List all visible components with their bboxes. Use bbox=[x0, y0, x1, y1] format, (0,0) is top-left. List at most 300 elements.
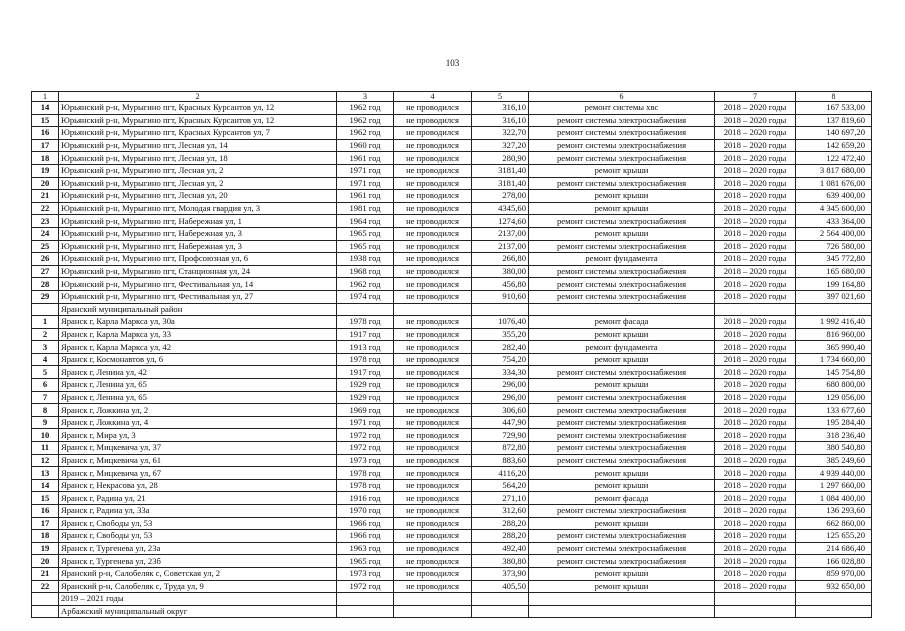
address-cell: Яранск г, Свободы ул, 53 bbox=[59, 517, 337, 530]
work-type-cell: ремонт крыши bbox=[529, 567, 715, 580]
row-number: 19 bbox=[32, 542, 59, 555]
row-number: 20 bbox=[32, 555, 59, 568]
address-cell: Яранск г, Мицкевича ул, 37 bbox=[59, 442, 337, 455]
last-repair-cell: не проводился bbox=[394, 442, 472, 455]
address-cell: Юрьянский р-н, Мурыгино пгт, Лесная ул, 2 bbox=[59, 177, 337, 190]
cost-cell: 2 564 400,00 bbox=[796, 227, 872, 240]
work-type-cell: ремонт системы электроснабжения bbox=[529, 265, 715, 278]
build-year-cell: 1972 год bbox=[337, 429, 394, 442]
address-cell: Юрьянский р-н, Мурыгино пгт, Красных Курсантов ул, 12 bbox=[59, 114, 337, 127]
area-cell: 355,20 bbox=[472, 328, 529, 341]
area-cell: 306,60 bbox=[472, 404, 529, 417]
period-cell: 2018 – 2020 годы bbox=[715, 391, 796, 404]
last-repair-cell: не проводился bbox=[394, 102, 472, 115]
table-row bbox=[32, 366, 872, 379]
address-cell: Яранск г, Карла Маркса ул, 30а bbox=[59, 316, 337, 329]
work-type-cell: ремонт крыши bbox=[529, 353, 715, 366]
period-cell: 2018 – 2020 годы bbox=[715, 316, 796, 329]
build-year-cell: 1966 год bbox=[337, 530, 394, 543]
table-row bbox=[32, 127, 872, 140]
work-type-cell: ремонт крыши bbox=[529, 190, 715, 203]
address-cell: Юрьянский р-н, Мурыгино пгт, Молодая гвардия ул, 3 bbox=[59, 202, 337, 215]
table-row bbox=[32, 328, 872, 341]
row-number: 27 bbox=[32, 265, 59, 278]
area-cell: 3181,40 bbox=[472, 164, 529, 177]
period-cell: 2018 – 2020 годы bbox=[715, 454, 796, 467]
period-cell: 2018 – 2020 годы bbox=[715, 139, 796, 152]
area-cell: 316,10 bbox=[472, 102, 529, 115]
period-cell: 2018 – 2020 годы bbox=[715, 202, 796, 215]
address-cell: Яранск г, Радина ул, 33а bbox=[59, 505, 337, 518]
work-type-cell: ремонт системы электроснабжения bbox=[529, 505, 715, 518]
capital-repair-table bbox=[31, 91, 872, 618]
row-number: 24 bbox=[32, 227, 59, 240]
table-row bbox=[32, 278, 872, 291]
address-cell: Яранск г, Свободы ул, 53 bbox=[59, 530, 337, 543]
period-cell: 2018 – 2020 годы bbox=[715, 127, 796, 140]
last-repair-cell: не проводился bbox=[394, 152, 472, 165]
build-year-cell: 1965 год bbox=[337, 227, 394, 240]
column-number: 7 bbox=[715, 92, 796, 102]
last-repair-cell: не проводился bbox=[394, 139, 472, 152]
address-cell: Яранск г, Карла Маркса ул, 33 bbox=[59, 328, 337, 341]
work-type-cell: ремонт крыши bbox=[529, 580, 715, 593]
table-row bbox=[32, 429, 872, 442]
work-type-cell: ремонт системы электроснабжения bbox=[529, 290, 715, 303]
last-repair-cell: не проводился bbox=[394, 328, 472, 341]
row-number: 22 bbox=[32, 580, 59, 593]
period-cell: 2018 – 2020 годы bbox=[715, 290, 796, 303]
area-cell: 288,20 bbox=[472, 530, 529, 543]
area-cell: 883,60 bbox=[472, 454, 529, 467]
period-cell: 2018 – 2020 годы bbox=[715, 253, 796, 266]
empty-cell bbox=[529, 593, 715, 606]
address-cell: Яранский р-н, Салобеляк с, Советская ул, 2 bbox=[59, 567, 337, 580]
row-number: 4 bbox=[32, 353, 59, 366]
build-year-cell: 1968 год bbox=[337, 265, 394, 278]
column-number: 8 bbox=[796, 92, 872, 102]
row-number: 22 bbox=[32, 202, 59, 215]
last-repair-cell: не проводился bbox=[394, 240, 472, 253]
cost-cell: 318 236,40 bbox=[796, 429, 872, 442]
work-type-cell: ремонт системы электроснабжения bbox=[529, 404, 715, 417]
last-repair-cell: не проводился bbox=[394, 567, 472, 580]
build-year-cell: 1970 год bbox=[337, 505, 394, 518]
build-year-cell: 1938 год bbox=[337, 253, 394, 266]
section-row bbox=[32, 593, 872, 606]
empty-cell bbox=[529, 605, 715, 618]
table-row bbox=[32, 530, 872, 543]
work-type-cell: ремонт системы электроснабжения bbox=[529, 454, 715, 467]
build-year-cell: 1962 год bbox=[337, 114, 394, 127]
build-year-cell: 1965 год bbox=[337, 555, 394, 568]
cost-cell: 385 249,60 bbox=[796, 454, 872, 467]
row-number: 20 bbox=[32, 177, 59, 190]
build-year-cell: 1973 год bbox=[337, 454, 394, 467]
area-cell: 312,60 bbox=[472, 505, 529, 518]
row-number: 28 bbox=[32, 278, 59, 291]
empty-cell bbox=[394, 593, 472, 606]
table-row bbox=[32, 479, 872, 492]
period-cell: 2018 – 2020 годы bbox=[715, 152, 796, 165]
area-cell: 282,40 bbox=[472, 341, 529, 354]
address-cell: Юрьянский р-н, Мурыгино пгт, Красных Курсантов ул, 12 bbox=[59, 102, 337, 115]
row-number: 10 bbox=[32, 429, 59, 442]
build-year-cell: 1965 год bbox=[337, 240, 394, 253]
address-cell: Юрьянский р-н, Мурыгино пгт, Набережная ул, 1 bbox=[59, 215, 337, 228]
period-cell: 2018 – 2020 годы bbox=[715, 177, 796, 190]
table-row bbox=[32, 290, 872, 303]
address-cell: Юрьянский р-н, Мурыгино пгт, Фестивальная ул, 27 bbox=[59, 290, 337, 303]
period-cell: 2018 – 2020 годы bbox=[715, 404, 796, 417]
row-number: 14 bbox=[32, 102, 59, 115]
build-year-cell: 1972 год bbox=[337, 442, 394, 455]
area-cell: 373,90 bbox=[472, 567, 529, 580]
work-type-cell: ремонт системы электроснабжения bbox=[529, 215, 715, 228]
cost-cell: 125 655,20 bbox=[796, 530, 872, 543]
cost-cell: 4 345 600,00 bbox=[796, 202, 872, 215]
last-repair-cell: не проводился bbox=[394, 530, 472, 543]
period-cell: 2018 – 2020 годы bbox=[715, 341, 796, 354]
cost-cell: 137 819,60 bbox=[796, 114, 872, 127]
cost-cell: 365 990,40 bbox=[796, 341, 872, 354]
period-cell: 2018 – 2020 годы bbox=[715, 416, 796, 429]
period-cell: 2018 – 2020 годы bbox=[715, 265, 796, 278]
work-type-cell: ремонт системы электроснабжения bbox=[529, 240, 715, 253]
cost-cell: 639 400,00 bbox=[796, 190, 872, 203]
area-cell: 280,90 bbox=[472, 152, 529, 165]
address-cell: Яранск г, Мицкевича ул, 61 bbox=[59, 454, 337, 467]
work-type-cell: ремонт фасада bbox=[529, 492, 715, 505]
address-cell: Яранск г, Некрасова ул, 28 bbox=[59, 479, 337, 492]
address-cell: Юрьянский р-н, Мурыгино пгт, Набережная ул, 3 bbox=[59, 227, 337, 240]
empty-cell bbox=[337, 605, 394, 618]
cost-cell: 1 992 416,40 bbox=[796, 316, 872, 329]
row-number: 13 bbox=[32, 467, 59, 480]
table-row bbox=[32, 190, 872, 203]
table-row bbox=[32, 467, 872, 480]
column-number: 3 bbox=[337, 92, 394, 102]
build-year-cell: 1929 год bbox=[337, 379, 394, 392]
cost-cell: 195 284,40 bbox=[796, 416, 872, 429]
row-number: 6 bbox=[32, 379, 59, 392]
cost-cell: 122 472,40 bbox=[796, 152, 872, 165]
cost-cell: 4 939 440,00 bbox=[796, 467, 872, 480]
row-number: 1 bbox=[32, 316, 59, 329]
area-cell: 271,10 bbox=[472, 492, 529, 505]
last-repair-cell: не проводился bbox=[394, 127, 472, 140]
build-year-cell: 1963 год bbox=[337, 542, 394, 555]
address-cell: Юрьянский р-н, Мурыгино пгт, Лесная ул, 20 bbox=[59, 190, 337, 203]
empty-cell bbox=[337, 593, 394, 606]
work-type-cell: ремонт крыши bbox=[529, 202, 715, 215]
period-cell: 2018 – 2020 годы bbox=[715, 442, 796, 455]
last-repair-cell: не проводился bbox=[394, 517, 472, 530]
column-number: 5 bbox=[472, 92, 529, 102]
area-cell: 4116,20 bbox=[472, 467, 529, 480]
row-number: 14 bbox=[32, 479, 59, 492]
work-type-cell: ремонт системы электроснабжения bbox=[529, 127, 715, 140]
column-number: 1 bbox=[32, 92, 59, 102]
page-number: 103 bbox=[445, 58, 460, 68]
work-type-cell: ремонт системы электроснабжения bbox=[529, 542, 715, 555]
build-year-cell: 1961 год bbox=[337, 152, 394, 165]
period-cell: 2018 – 2020 годы bbox=[715, 530, 796, 543]
build-year-cell: 1960 год bbox=[337, 139, 394, 152]
section-row bbox=[32, 303, 872, 316]
area-cell: 380,00 bbox=[472, 265, 529, 278]
table-row bbox=[32, 404, 872, 417]
address-cell: Юрьянский р-н, Мурыгино пгт, Красных Курсантов ул, 7 bbox=[59, 127, 337, 140]
area-cell: 2137,00 bbox=[472, 240, 529, 253]
address-cell: Яранский р-н, Салобеляк с, Труда ул, 9 bbox=[59, 580, 337, 593]
table-row bbox=[32, 139, 872, 152]
cost-cell: 397 021,60 bbox=[796, 290, 872, 303]
last-repair-cell: не проводился bbox=[394, 316, 472, 329]
cost-cell: 3 817 680,00 bbox=[796, 164, 872, 177]
last-repair-cell: не проводился bbox=[394, 227, 472, 240]
build-year-cell: 1962 год bbox=[337, 127, 394, 140]
area-cell: 1274,60 bbox=[472, 215, 529, 228]
table-row bbox=[32, 517, 872, 530]
cost-cell: 129 056,00 bbox=[796, 391, 872, 404]
area-cell: 334,30 bbox=[472, 366, 529, 379]
area-cell: 1076,40 bbox=[472, 316, 529, 329]
address-cell: Яранск г, Радина ул, 21 bbox=[59, 492, 337, 505]
address-cell: Яранск г, Тургенева ул, 23а bbox=[59, 542, 337, 555]
row-number: 19 bbox=[32, 164, 59, 177]
table-row bbox=[32, 253, 872, 266]
row-number: 16 bbox=[32, 505, 59, 518]
build-year-cell: 1978 год bbox=[337, 467, 394, 480]
cost-cell: 1 734 660,00 bbox=[796, 353, 872, 366]
period-cell: 2018 – 2020 годы bbox=[715, 227, 796, 240]
table-row bbox=[32, 316, 872, 329]
area-cell: 266,80 bbox=[472, 253, 529, 266]
cost-cell: 680 800,00 bbox=[796, 379, 872, 392]
area-cell: 2137,00 bbox=[472, 227, 529, 240]
cost-cell: 345 772,80 bbox=[796, 253, 872, 266]
section-label: Яранский муниципальный район bbox=[59, 303, 337, 316]
table-row bbox=[32, 215, 872, 228]
work-type-cell: ремонт фундамента bbox=[529, 341, 715, 354]
table-row bbox=[32, 567, 872, 580]
work-type-cell: ремонт крыши bbox=[529, 164, 715, 177]
empty-cell bbox=[472, 593, 529, 606]
build-year-cell: 1971 год bbox=[337, 177, 394, 190]
period-cell: 2018 – 2020 годы bbox=[715, 366, 796, 379]
build-year-cell: 1917 год bbox=[337, 366, 394, 379]
area-cell: 729,90 bbox=[472, 429, 529, 442]
empty-cell bbox=[715, 593, 796, 606]
row-number: 15 bbox=[32, 114, 59, 127]
last-repair-cell: не проводился bbox=[394, 190, 472, 203]
work-type-cell: ремонт крыши bbox=[529, 227, 715, 240]
period-cell: 2018 – 2020 годы bbox=[715, 102, 796, 115]
area-cell: 456,80 bbox=[472, 278, 529, 291]
work-type-cell: ремонт системы электроснабжения bbox=[529, 366, 715, 379]
area-cell: 447,90 bbox=[472, 416, 529, 429]
area-cell: 564,20 bbox=[472, 479, 529, 492]
empty-cell bbox=[796, 605, 872, 618]
build-year-cell: 1978 год bbox=[337, 353, 394, 366]
last-repair-cell: не проводился bbox=[394, 416, 472, 429]
last-repair-cell: не проводился bbox=[394, 454, 472, 467]
table-row bbox=[32, 152, 872, 165]
area-cell: 872,80 bbox=[472, 442, 529, 455]
table-row bbox=[32, 341, 872, 354]
empty-cell bbox=[394, 303, 472, 316]
area-cell: 3181,40 bbox=[472, 177, 529, 190]
row-number: 5 bbox=[32, 366, 59, 379]
build-year-cell: 1929 год bbox=[337, 391, 394, 404]
table-row bbox=[32, 177, 872, 190]
period-cell: 2018 – 2020 годы bbox=[715, 190, 796, 203]
last-repair-cell: не проводился bbox=[394, 341, 472, 354]
work-type-cell: ремонт крыши bbox=[529, 479, 715, 492]
period-cell: 2018 – 2020 годы bbox=[715, 278, 796, 291]
period-cell: 2018 – 2020 годы bbox=[715, 580, 796, 593]
last-repair-cell: не проводился bbox=[394, 505, 472, 518]
cost-cell: 932 650,00 bbox=[796, 580, 872, 593]
cost-cell: 1 084 400,00 bbox=[796, 492, 872, 505]
table-row bbox=[32, 202, 872, 215]
row-number: 21 bbox=[32, 190, 59, 203]
table-row bbox=[32, 265, 872, 278]
table-row bbox=[32, 416, 872, 429]
period-cell: 2018 – 2020 годы bbox=[715, 505, 796, 518]
row-number: 17 bbox=[32, 139, 59, 152]
last-repair-cell: не проводился bbox=[394, 265, 472, 278]
period-cell: 2018 – 2020 годы bbox=[715, 164, 796, 177]
row-number: 18 bbox=[32, 530, 59, 543]
period-cell: 2018 – 2020 годы bbox=[715, 555, 796, 568]
section-label: Арбажский муниципальный округ bbox=[59, 605, 337, 618]
row-number: 9 bbox=[32, 416, 59, 429]
work-type-cell: ремонт фасада bbox=[529, 316, 715, 329]
row-number: 23 bbox=[32, 215, 59, 228]
work-type-cell: ремонт системы хвс bbox=[529, 102, 715, 115]
last-repair-cell: не проводился bbox=[394, 366, 472, 379]
build-year-cell: 1981 год bbox=[337, 202, 394, 215]
table-row bbox=[32, 454, 872, 467]
cost-cell: 167 533,00 bbox=[796, 102, 872, 115]
table-row bbox=[32, 505, 872, 518]
work-type-cell: ремонт системы электроснабжения bbox=[529, 530, 715, 543]
row-number: 17 bbox=[32, 517, 59, 530]
table-row bbox=[32, 379, 872, 392]
cost-cell: 166 028,80 bbox=[796, 555, 872, 568]
table-row bbox=[32, 542, 872, 555]
address-cell: Яранск г, Космонавтов ул, 6 bbox=[59, 353, 337, 366]
address-cell: Яранск г, Тургенева ул, 23б bbox=[59, 555, 337, 568]
work-type-cell: ремонт системы электроснабжения bbox=[529, 442, 715, 455]
work-type-cell: ремонт системы электроснабжения bbox=[529, 278, 715, 291]
build-year-cell: 1916 год bbox=[337, 492, 394, 505]
cost-cell: 140 697,20 bbox=[796, 127, 872, 140]
row-number: 12 bbox=[32, 454, 59, 467]
build-year-cell: 1974 год bbox=[337, 290, 394, 303]
build-year-cell: 1962 год bbox=[337, 278, 394, 291]
last-repair-cell: не проводился bbox=[394, 177, 472, 190]
work-type-cell: ремонт системы электроснабжения bbox=[529, 139, 715, 152]
work-type-cell: ремонт системы электроснабжения bbox=[529, 114, 715, 127]
work-type-cell: ремонт фундамента bbox=[529, 253, 715, 266]
last-repair-cell: не проводился bbox=[394, 580, 472, 593]
build-year-cell: 1917 год bbox=[337, 328, 394, 341]
row-number: 2 bbox=[32, 328, 59, 341]
last-repair-cell: не проводился bbox=[394, 164, 472, 177]
cost-cell: 165 680,00 bbox=[796, 265, 872, 278]
table-row bbox=[32, 391, 872, 404]
cost-cell: 145 754,80 bbox=[796, 366, 872, 379]
table-row bbox=[32, 240, 872, 253]
build-year-cell: 1913 год bbox=[337, 341, 394, 354]
column-number: 2 bbox=[59, 92, 337, 102]
row-number: 25 bbox=[32, 240, 59, 253]
row-number: 26 bbox=[32, 253, 59, 266]
work-type-cell: ремонт системы электроснабжения bbox=[529, 555, 715, 568]
address-cell: Юрьянский р-н, Мурыгино пгт, Лесная ул, 18 bbox=[59, 152, 337, 165]
last-repair-cell: не проводился bbox=[394, 114, 472, 127]
empty-cell bbox=[394, 605, 472, 618]
work-type-cell: ремонт системы электроснабжения bbox=[529, 391, 715, 404]
period-cell: 2018 – 2020 годы bbox=[715, 215, 796, 228]
address-cell: Юрьянский р-н, Мурыгино пгт, Станционная ул, 24 bbox=[59, 265, 337, 278]
work-type-cell: ремонт крыши bbox=[529, 328, 715, 341]
area-cell: 296,00 bbox=[472, 391, 529, 404]
table-row bbox=[32, 353, 872, 366]
area-cell: 405,50 bbox=[472, 580, 529, 593]
build-year-cell: 1971 год bbox=[337, 164, 394, 177]
cost-cell: 136 293,60 bbox=[796, 505, 872, 518]
build-year-cell: 1973 год bbox=[337, 567, 394, 580]
period-cell: 2018 – 2020 годы bbox=[715, 492, 796, 505]
last-repair-cell: не проводился bbox=[394, 215, 472, 228]
cost-cell: 859 970,00 bbox=[796, 567, 872, 580]
last-repair-cell: не проводился bbox=[394, 429, 472, 442]
empty-cell bbox=[796, 303, 872, 316]
table-row bbox=[32, 227, 872, 240]
row-number: 18 bbox=[32, 152, 59, 165]
row-number: 16 bbox=[32, 127, 59, 140]
area-cell: 4345,60 bbox=[472, 202, 529, 215]
last-repair-cell: не проводился bbox=[394, 379, 472, 392]
period-cell: 2018 – 2020 годы bbox=[715, 379, 796, 392]
period-cell: 2018 – 2020 годы bbox=[715, 328, 796, 341]
address-cell: Юрьянский р-н, Мурыгино пгт, Лесная ул, 2 bbox=[59, 164, 337, 177]
area-cell: 296,00 bbox=[472, 379, 529, 392]
cost-cell: 433 364,00 bbox=[796, 215, 872, 228]
address-cell: Юрьянский р-н, Мурыгино пгт, Набережная ул, 3 bbox=[59, 240, 337, 253]
period-cell: 2018 – 2020 годы bbox=[715, 353, 796, 366]
last-repair-cell: не проводился bbox=[394, 290, 472, 303]
work-type-cell: ремонт системы электроснабжения bbox=[529, 177, 715, 190]
address-cell: Юрьянский р-н, Мурыгино пгт, Профсоюзная ул, 6 bbox=[59, 253, 337, 266]
cost-cell: 133 677,60 bbox=[796, 404, 872, 417]
row-number: 3 bbox=[32, 341, 59, 354]
last-repair-cell: не проводился bbox=[394, 479, 472, 492]
period-cell: 2018 – 2020 годы bbox=[715, 479, 796, 492]
section-number-cell bbox=[32, 593, 59, 606]
period-cell: 2018 – 2020 годы bbox=[715, 542, 796, 555]
section-number-cell bbox=[32, 303, 59, 316]
area-cell: 754,20 bbox=[472, 353, 529, 366]
build-year-cell: 1966 год bbox=[337, 517, 394, 530]
period-cell: 2018 – 2020 годы bbox=[715, 567, 796, 580]
section-number-cell bbox=[32, 605, 59, 618]
last-repair-cell: не проводился bbox=[394, 555, 472, 568]
